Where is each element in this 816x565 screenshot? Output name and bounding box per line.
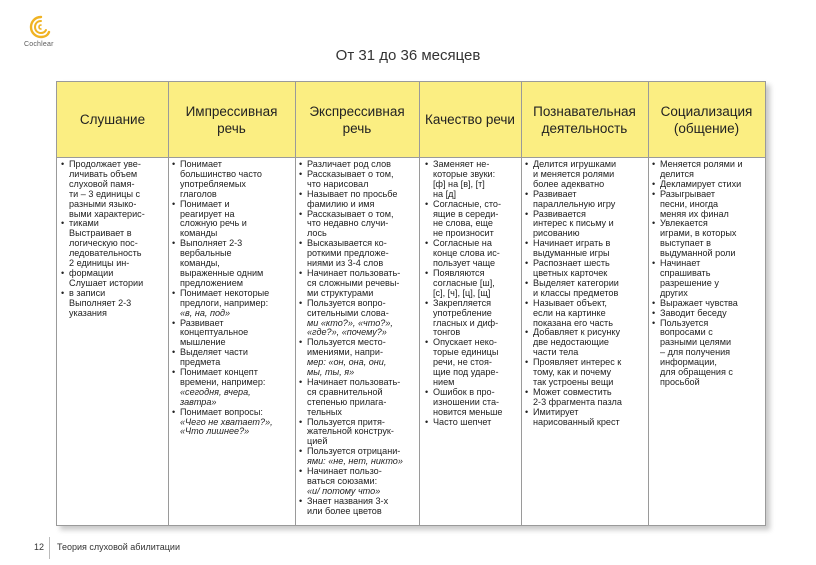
list-item: завтра» — [180, 396, 217, 407]
list-item: разными целями — [660, 337, 732, 348]
list-item: фамилию и имя — [307, 198, 375, 209]
list-item: • Заводит беседу — [652, 309, 763, 319]
list-item: • Меняется ролями и — [652, 160, 763, 170]
list-item: «в, на, под» — [180, 307, 231, 318]
list-item: • Начинает играть в — [525, 239, 646, 249]
list-item: согласные [ш], — [433, 277, 495, 288]
list-item: • Появляются — [425, 269, 519, 279]
page-number: 12 — [34, 542, 45, 552]
list-item: личивать объем — [69, 168, 138, 179]
list-item: • Пользуется отрицани- — [299, 447, 417, 457]
list-item: Выстраивает в — [69, 228, 132, 239]
list-item: глаголов — [180, 188, 217, 199]
list-item: • Пользуется место- — [299, 338, 417, 348]
list-item: • Согласные на — [425, 239, 519, 249]
list-item: параллельную игру — [533, 198, 616, 209]
list-item: • Развивает — [525, 190, 646, 200]
list-item: • Добавляет к рисунку — [525, 328, 646, 338]
list-item: новится меньше — [433, 406, 503, 417]
list-item: • Называет объект, — [525, 299, 646, 309]
list-item: • Выделяет части — [172, 348, 292, 358]
list-item: если на картинке — [533, 307, 606, 318]
list-item: просьбой — [660, 376, 700, 387]
column-expressive-speech — [299, 160, 417, 517]
list-item: логическую пос- — [69, 238, 138, 249]
list-item: • Имитирует — [525, 408, 646, 418]
list-item: сительными слова- — [307, 307, 389, 318]
list-item: выраженные одним — [180, 267, 264, 278]
list-item: выдуманной роли — [660, 248, 736, 259]
list-item: • тиками — [61, 219, 165, 229]
list-item: [ф] на [в], [т] — [433, 178, 485, 189]
list-item: выступает в — [660, 238, 711, 249]
list-item: что недавно случи- — [307, 218, 389, 229]
list-item: мер: «он, она, они, — [307, 357, 387, 368]
list-item: • Понимает — [172, 160, 292, 170]
list-item: ящие в середи- — [433, 208, 499, 219]
list-item: меняя их финал — [660, 208, 729, 219]
list-item: • Опускает неко- — [425, 338, 519, 348]
list-item: • Понимает и — [172, 200, 292, 210]
list-item: • Выражает чувства — [652, 299, 763, 309]
list-item: • формации — [61, 269, 165, 279]
list-item: • Пользуется — [652, 319, 763, 329]
list-item: • Разыгрывает — [652, 190, 763, 200]
list-item: • Ошибок в про- — [425, 388, 519, 398]
list-item: указания — [69, 307, 107, 318]
list-item: «и/ потому что» — [307, 485, 381, 496]
cochlear-logo — [22, 14, 82, 50]
list-item: тому, как и почему — [533, 367, 611, 378]
column-speech-quality — [425, 160, 519, 427]
list-item: • Различает род слов — [299, 160, 417, 170]
list-item: рисованию — [533, 228, 580, 239]
list-item: предложением — [180, 277, 244, 288]
list-item: • Продолжает уве- — [61, 160, 165, 170]
list-item: показана его часть — [533, 317, 613, 328]
list-item: ниями из 3-4 слов — [307, 258, 384, 269]
list-item: интерес к письму и — [533, 218, 614, 229]
list-item: щие под ударе- — [433, 367, 499, 378]
list-item: • Высказывается ко- — [299, 239, 417, 249]
list-item: ми структурами — [307, 287, 374, 298]
list-item: • Развивается — [525, 210, 646, 220]
list-item: выдуманные игры — [533, 248, 610, 259]
list-item: и классы предметов — [533, 287, 619, 298]
list-item: – для получения — [660, 347, 731, 358]
list-item: песни, иногда — [660, 198, 719, 209]
list-item: которые звуки: — [433, 168, 496, 179]
list-item: части тела — [533, 347, 579, 358]
list-item: употребляемых — [180, 178, 246, 189]
list-item: слуховой памя- — [69, 178, 135, 189]
column-divider — [419, 82, 420, 525]
list-item: ями: «не, нет, никто» — [307, 456, 403, 467]
list-item: • Начинает пользовать- — [299, 269, 417, 279]
list-item: • Начинает — [652, 259, 763, 269]
column-divider — [521, 82, 522, 525]
list-item: или более цветов — [307, 505, 382, 516]
list-item: • Рассказывает о том, — [299, 170, 417, 180]
list-item: для обращения с — [660, 367, 733, 378]
list-item: «где?», «почему?» — [307, 327, 387, 338]
list-item: • в записи — [61, 289, 165, 299]
column-divider — [295, 82, 296, 525]
list-item: Слушает истории — [69, 277, 144, 288]
list-item: • Согласные, сто- — [425, 200, 519, 210]
list-item: • Распознает шесть — [525, 259, 646, 269]
list-item: • Декламирует стихи — [652, 180, 763, 190]
list-item: предмета — [180, 357, 221, 368]
list-item: на [д] — [433, 188, 456, 199]
list-item: • Может совместить — [525, 388, 646, 398]
list-item: • Называет по просьбе — [299, 190, 417, 200]
list-item: более адекватно — [533, 178, 605, 189]
list-item: пользует чаще — [433, 258, 496, 269]
list-item: [с], [ч], [ц], [щ] — [433, 287, 491, 298]
list-item: не слова, еще — [433, 218, 493, 229]
list-item: • Часто шепчет — [425, 418, 519, 428]
list-item: ми «кто?», «что?», — [307, 317, 393, 328]
list-item: • Заменяет не- — [425, 160, 519, 170]
list-item: • Пользуется вопро- — [299, 299, 417, 309]
list-item: не произносит — [433, 228, 494, 239]
list-item: мышление — [180, 337, 226, 348]
list-item: играми, в которых — [660, 228, 737, 239]
list-item: • Начинает пользовать- — [299, 378, 417, 388]
list-item: времени, например: — [180, 376, 266, 387]
column-impressive-speech — [172, 160, 292, 437]
list-item: • Проявляет интерес к — [525, 358, 646, 368]
list-item: две недостающие — [533, 337, 609, 348]
list-item: Выполняет 2-3 — [69, 297, 132, 308]
list-item: спрашивать — [660, 267, 711, 278]
list-item: изношении ста- — [433, 396, 500, 407]
list-item: конце слова ис- — [433, 248, 500, 259]
list-item: • Рассказывает о том, — [299, 210, 417, 220]
list-item: мы, ты, я» — [307, 367, 355, 378]
list-item: вербальные — [180, 248, 232, 259]
list-item: разрешение у — [660, 277, 719, 288]
footer-divider — [49, 537, 50, 559]
list-item: команды — [180, 228, 218, 239]
list-item: информации, — [660, 357, 717, 368]
list-item: гласных и диф- — [433, 317, 499, 328]
list-item: и меняется ролями — [533, 168, 615, 179]
list-item: вопросами с — [660, 327, 713, 338]
list-item: что нарисовал — [307, 178, 369, 189]
list-item: «Чего не хватает?», — [180, 416, 273, 427]
list-item: употребление — [433, 307, 492, 318]
list-item: тонгов — [433, 327, 461, 338]
list-item: предлоги, например: — [180, 297, 269, 308]
column-socialization — [652, 160, 763, 388]
page-title: От 31 до 36 месяцев — [335, 47, 481, 64]
list-item: 2 единицы ин- — [69, 258, 130, 269]
table-header-row — [57, 82, 765, 158]
list-item: большинство часто — [180, 168, 262, 179]
list-item: делится — [660, 168, 694, 179]
list-item: нием — [433, 376, 455, 387]
header-expressive-speech: Экспрессивная речь — [309, 103, 405, 136]
list-item: • Понимает некоторые — [172, 289, 292, 299]
development-table — [56, 81, 766, 526]
list-item: жательной конструк- — [307, 426, 394, 437]
list-item: • Понимает концепт — [172, 368, 292, 378]
list-item: ся сравнительной — [307, 386, 383, 397]
list-item: нарисованный крест — [533, 416, 620, 427]
list-item: цией — [307, 436, 328, 447]
list-item: цветных карточек — [533, 267, 608, 278]
list-item: • Знает названия 3-х — [299, 497, 417, 507]
list-item: торые единицы — [433, 347, 499, 358]
list-item: • Начинает пользо- — [299, 467, 417, 477]
list-item: выми характерис- — [69, 208, 145, 219]
header-listening: Слушание — [79, 112, 146, 127]
list-item: разными языко- — [69, 198, 137, 209]
list-item: • Увлекается — [652, 219, 763, 229]
list-item: других — [660, 287, 688, 298]
list-item: • Делится игрушками — [525, 160, 646, 170]
list-item: роткими предложе- — [307, 248, 389, 259]
column-divider — [648, 82, 649, 525]
list-item: «сегодня, вчера, — [180, 386, 251, 397]
column-divider — [168, 82, 169, 525]
list-item: ваться союзами: — [307, 476, 378, 486]
list-item: речи, не стоя- — [433, 357, 492, 368]
list-item: степенью прилага- — [307, 396, 387, 407]
list-item: • Закрепляется — [425, 299, 519, 309]
list-item: сложную речь и — [180, 218, 247, 229]
list-item: ледовательность — [69, 248, 142, 259]
list-item: • Развивает — [172, 319, 292, 329]
header-speech-quality: Качество речи — [425, 112, 515, 127]
list-item: • Выделяет категории — [525, 279, 646, 289]
list-item: • Понимает вопросы: — [172, 408, 292, 418]
list-item: «Что лишнее?» — [180, 426, 250, 437]
logo-wordmark: Cochlear — [24, 41, 54, 48]
list-item: тельных — [307, 406, 342, 417]
header-socialization: Социализация (общение) — [660, 103, 753, 136]
list-item: • Пользуется притя- — [299, 418, 417, 428]
header-impressive-speech: Импрессивная речь — [185, 103, 278, 136]
list-item: ся сложными речевы- — [307, 277, 400, 288]
list-item: концептуальное — [180, 327, 249, 338]
header-cognitive-activity: Познавательная деятельность — [533, 103, 636, 136]
footer-text: Теория слуховой абилитации — [57, 542, 180, 552]
list-item: 2-3 фрагмента пазла — [533, 396, 622, 407]
list-item: лось — [307, 228, 327, 239]
list-item: так устроены вещи — [533, 376, 614, 387]
list-item: имениями, напри- — [307, 347, 383, 358]
cochlear-swirl-icon — [28, 14, 54, 40]
list-item: • Выполняет 2-3 — [172, 239, 292, 249]
list-item: ти – 3 единицы с — [69, 188, 141, 199]
column-cognitive-activity — [525, 160, 646, 427]
column-listening — [61, 160, 165, 319]
list-item: реагирует на — [180, 208, 235, 219]
list-item: команды, — [180, 258, 220, 269]
